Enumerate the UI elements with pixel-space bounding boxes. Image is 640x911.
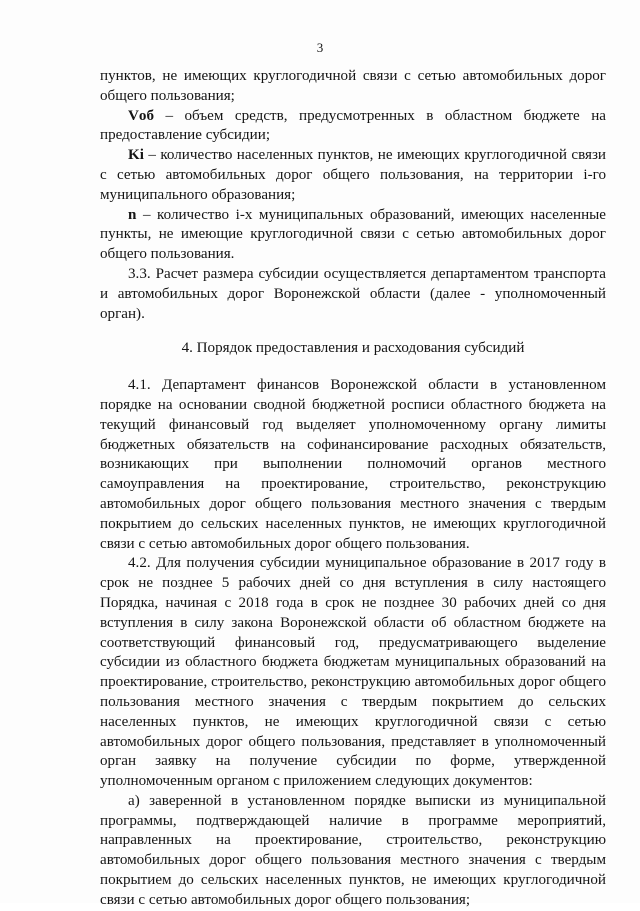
page-number: 3 [316, 40, 324, 55]
paragraph-a: а) заверенной в установленном порядке выписки из муниципальной программы, подтверждающей наличие в программе мероприятий, направленных на проектирование, строительство, реконструкцию автомобильных дорог общего пользования местного значения с твердым покрытием до сельских населенных пунктов, не имеющих круглогодичной связи с сетью автомобильных дорог общего пользования; [100, 792, 606, 908]
paragraph-continuation: пунктов, не имеющих круглогодичной связи с сетью автомобильных дорог общего пользования; [100, 68, 606, 104]
symbol-vob: Vоб [128, 107, 154, 124]
definition-ki [100, 146, 606, 205]
definition-n [100, 206, 606, 265]
symbol-n: n [128, 206, 137, 223]
definition-n-text: – количество i-х муниципальных образований, имеющих населенные пункты, не имеющие круглогодичной связи с сетью автомобильных дорог общего пользования. [100, 206, 606, 263]
document-body [100, 67, 606, 911]
definition-vob-text: – объем средств, предусмотренных в областном бюджете на предоставление субсидии; [100, 107, 606, 144]
paragraph-3-3: 3.3. Расчет размера субсидии осуществляется департаментом транспорта и автомобильных дорог Воронежской области (далее - уполномоченный орган). [100, 265, 606, 322]
symbol-ki: Ki [128, 147, 144, 164]
definition-ki-text: – количество населенных пунктов, не имеющих круглогодичной связи с сетью автомобильных дорог общего пользования, на территории i-го муниципального образования; [100, 147, 606, 203]
paragraph-4-1: 4.1. Департамент финансов Воронежской области в установленном порядке на основании сводной бюджетной росписи областного бюджета на текущий финансовый год выделяет уполномоченному органу лимиты бюджетных обязательств на софинансирование расходных обязательств, возникающих при выполнении полномочий органов местного самоуправления на проектирование, строительство, реконструкцию автомобильных дорог общего пользования местного значения с твердым покрытием до сельских населенных пунктов, не имеющих круглогодичной связи с сетью автомобильных дорог общего пользования. [100, 377, 606, 552]
paragraph-4-2: 4.2. Для получения субсидии муниципальное образование в 2017 году в срок не позднее 5 рабочих дней со дня вступления в силу настоящего Порядка, начиная с 2018 года в срок не позднее 30 рабочих дней со дня вступления в силу закона Воронежской области об областном бюджете на соответствующий финансовый год, предусматривающего выделение субсидии из областного бюджета бюджетам муниципальных образований на проектирование, строительство, реконструкцию автомобильных дорог общего пользования местного значения с твердым покрытием до сельских населенных пунктов, не имеющих круглогодичной связи с сетью автомобильных дорог общего пользования, представляет в уполномоченный орган заявку на получение субсидии по форме, утвержденной уполномоченным органом с приложением следующих документов: [100, 555, 606, 790]
section-heading: 4. Порядок предоставления и расходования субсидий [181, 340, 525, 357]
definition-vob [100, 107, 606, 147]
